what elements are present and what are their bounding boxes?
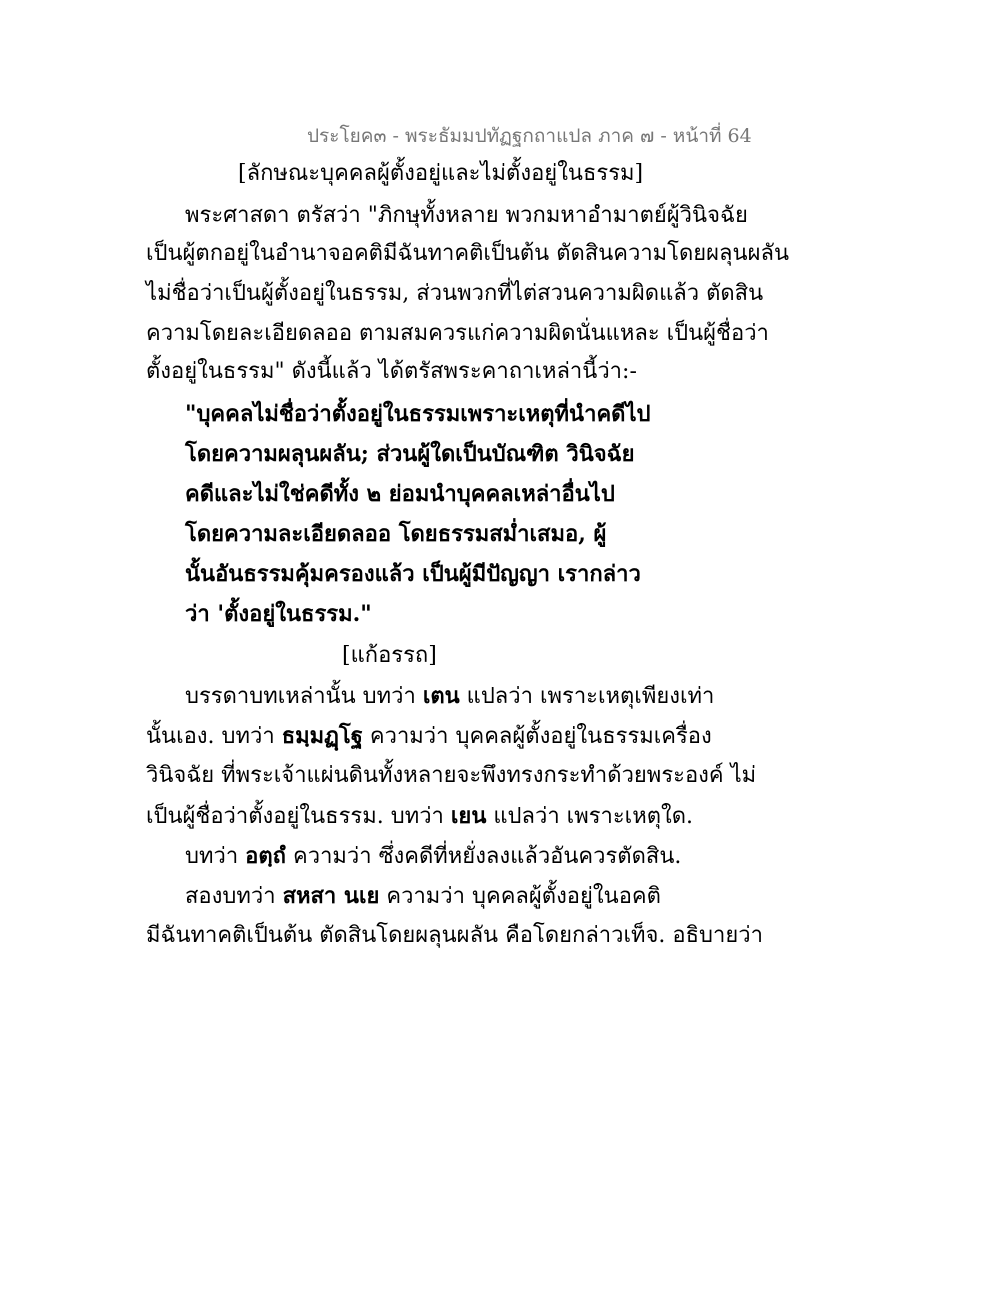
pali-term: ธมฺมฏฺโฐ bbox=[281, 723, 363, 749]
pali-term: อตฺถํ bbox=[245, 843, 286, 869]
commentary-line bbox=[185, 842, 681, 871]
commentary-text: แปลว่า เพราะเหตุใด. bbox=[486, 804, 694, 829]
commentary-text: มีฉันทาคติเป็นต้น ตัดสินโดยผลุนผลัน คือโดยกล่าวเท็จ. อธิบายว่า bbox=[146, 923, 763, 948]
verse-line: คดีและไม่ใช่คดีทั้ง ๒ ย่อมนำบุคคลเหล่าอื่นไป bbox=[185, 481, 615, 507]
pali-term: เตน bbox=[422, 683, 460, 709]
commentary-text: ความว่า ซึ่งคดีที่หยั่งลงแล้วอันควรตัดสิน. bbox=[286, 844, 682, 869]
commentary-line bbox=[185, 682, 714, 711]
intro-line: ตั้งอยู่ในธรรม" ดังนี้แล้ว ได้ตรัสพระคาถาเหล่านี้ว่า:- bbox=[146, 359, 637, 384]
commentary-text: นั้นเอง. บทว่า bbox=[146, 724, 282, 749]
intro-line: ความโดยละเอียดลออ ตามสมควรแก่ความผิดนั่นแหละ เป็นผู้ชื่อว่า bbox=[146, 321, 769, 346]
verse-line: "บุคคลไม่ชื่อว่าตั้งอยู่ในธรรมเพราะเหตุที่นำคดีไป bbox=[185, 401, 651, 427]
verse-line: นั้นอันธรรมคุ้มครองแล้ว เป็นผู้มีปัญญา เรากล่าว bbox=[185, 561, 641, 587]
verse-line: โดยความผลุนผลัน; ส่วนผู้ใดเป็นบัณฑิต วินิจฉัย bbox=[185, 441, 635, 467]
commentary-line bbox=[185, 882, 661, 911]
intro-line: เป็นผู้ตกอยู่ในอำนาจอคติมีฉันทาคติเป็นต้น ตัดสินความโดยผลุนผลัน bbox=[146, 241, 789, 266]
intro-line: ไม่ชื่อว่าเป็นผู้ตั้งอยู่ในธรรม, ส่วนพวกที่ไต่สวนความผิดแล้ว ตัดสิน bbox=[146, 281, 764, 306]
commentary-text: วินิจฉัย ที่พระเจ้าแผ่นดินทั้งหลายจะพึงทรงกระทำด้วยพระองค์ ไม่ bbox=[146, 763, 757, 788]
commentary-text: สองบทว่า bbox=[185, 884, 283, 909]
commentary-line bbox=[146, 922, 763, 950]
commentary-text: ความว่า บุคคลผู้ตั้งอยู่ในอคติ bbox=[379, 884, 661, 909]
commentary-line bbox=[146, 802, 693, 831]
page-header: ประโยค๓ - พระธัมมปทัฏฐกถาแปล ภาค ๗ - หน้าที่ 64 bbox=[307, 125, 752, 147]
pali-term: สหสา นเย bbox=[282, 883, 380, 909]
commentary-text: แปลว่า เพราะเหตุเพียงเท่า bbox=[459, 684, 715, 709]
verse-line: โดยความละเอียดลออ โดยธรรมสม่ำเสมอ, ผู้ bbox=[185, 521, 607, 547]
commentary-line bbox=[146, 762, 756, 790]
commentary-line bbox=[146, 722, 712, 751]
commentary-text: บรรดาบทเหล่านั้น บทว่า bbox=[185, 684, 423, 709]
pali-term: เยน bbox=[450, 803, 487, 829]
commentary-text: เป็นผู้ชื่อว่าตั้งอยู่ในธรรม. บทว่า bbox=[146, 804, 451, 829]
commentary-text: ความว่า บุคคลผู้ตั้งอยู่ในธรรมเครื่อง bbox=[362, 724, 712, 749]
section-title: [ลักษณะบุคคลผู้ตั้งอยู่และไม่ตั้งอยู่ในธรรม] bbox=[238, 161, 644, 186]
verse-line: ว่า 'ตั้งอยู่ในธรรม." bbox=[185, 601, 372, 627]
intro-line: พระศาสดา ตรัสว่า "ภิกษุทั้งหลาย พวกมหาอำมาตย์ผู้วินิจฉัย bbox=[185, 203, 748, 228]
commentary-title: [แก้อรรถ] bbox=[342, 643, 437, 668]
commentary-text: บทว่า bbox=[185, 844, 246, 869]
